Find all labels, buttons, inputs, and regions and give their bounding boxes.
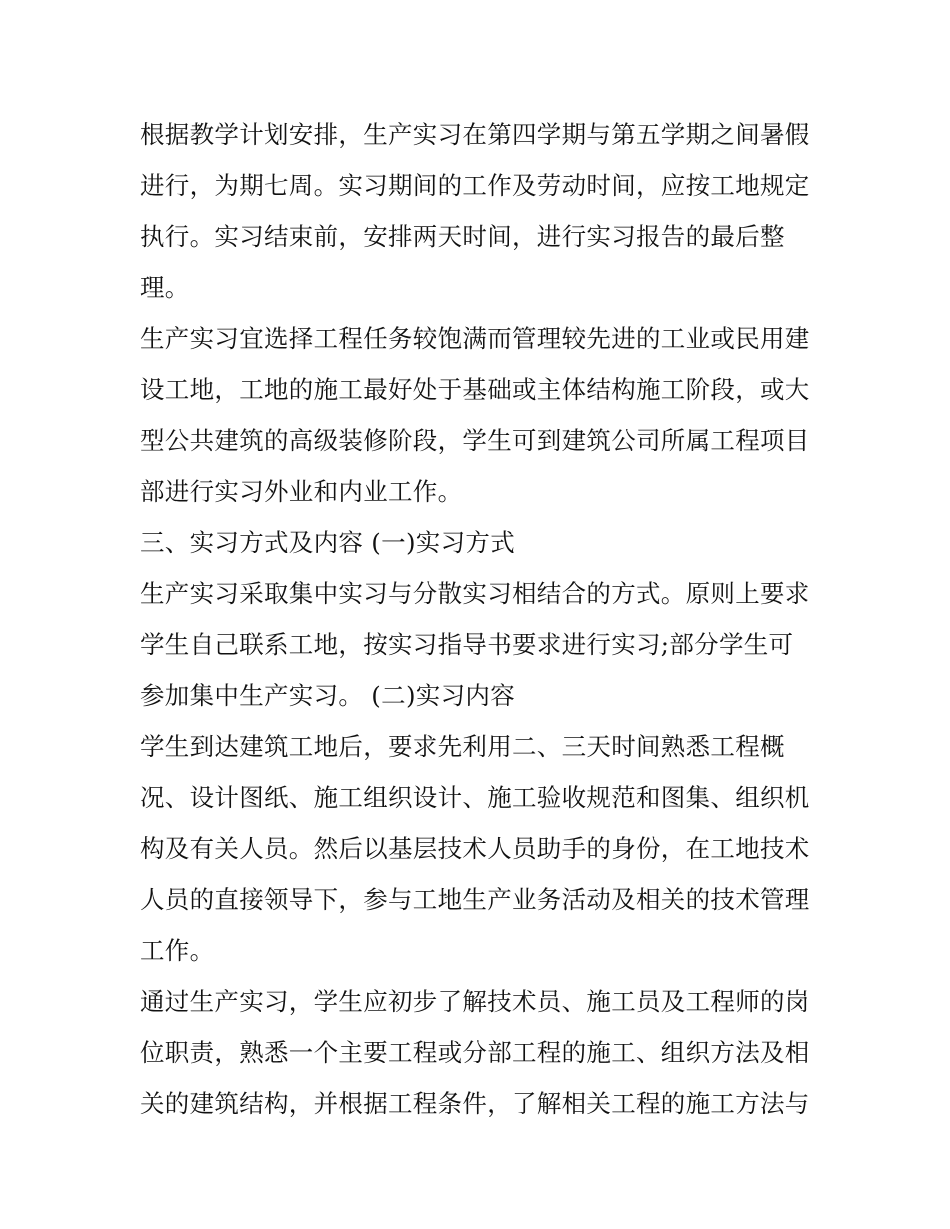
text-line: 学生到达建筑工地后，要求先利用二、三天时间熟悉工程概: [140, 732, 785, 761]
text-line: 执行。实习结束前，安排两天时间，进行实习报告的最后整: [140, 222, 785, 251]
text-line: 进行，为期七周。实习期间的工作及劳动时间，应按工地规定: [140, 171, 810, 200]
text-line: 工作。: [140, 936, 215, 965]
text-line: 根据教学计划安排，生产实习在第四学期与第五学期之间暑假: [140, 120, 810, 149]
text-line: 关的建筑结构，并根据工程条件，了解相关工程的施工方法与: [140, 1089, 810, 1118]
text-line: 部进行实习外业和内业工作。: [140, 477, 463, 506]
section-heading: 三、实习方式及内容 (一)实习方式: [140, 528, 516, 557]
text-line: 理。: [140, 273, 190, 302]
text-line: 人员的直接领导下，参与工地生产业务活动及相关的技术管理: [140, 885, 810, 914]
text-line: 构及有关人员。然后以基层技术人员助手的身份，在工地技术: [140, 834, 810, 863]
text-line: 型公共建筑的高级装修阶段，学生可到建筑公司所属工程项目: [140, 426, 810, 455]
text-line: 设工地，工地的施工最好处于基础或主体结构施工阶段，或大: [140, 375, 810, 404]
document-body: [140, 109, 820, 1129]
text-line: 参加集中生产实习。 (二)实习内容: [140, 681, 516, 710]
text-line: 通过生产实习，学生应初步了解技术员、施工员及工程师的岗: [140, 987, 810, 1016]
text-line: 况、设计图纸、施工组织设计、施工验收规范和图集、组织机: [140, 783, 810, 812]
text-line: 生产实习采取集中实习与分散实习相结合的方式。原则上要求: [140, 579, 810, 608]
text-line: 生产实习宜选择工程任务较饱满而管理较先进的工业或民用建: [140, 324, 810, 353]
text-line: 位职责，熟悉一个主要工程或分部工程的施工、组织方法及相: [140, 1038, 810, 1067]
text-line: 学生自己联系工地，按实习指导书要求进行实习;部分学生可: [140, 630, 794, 659]
